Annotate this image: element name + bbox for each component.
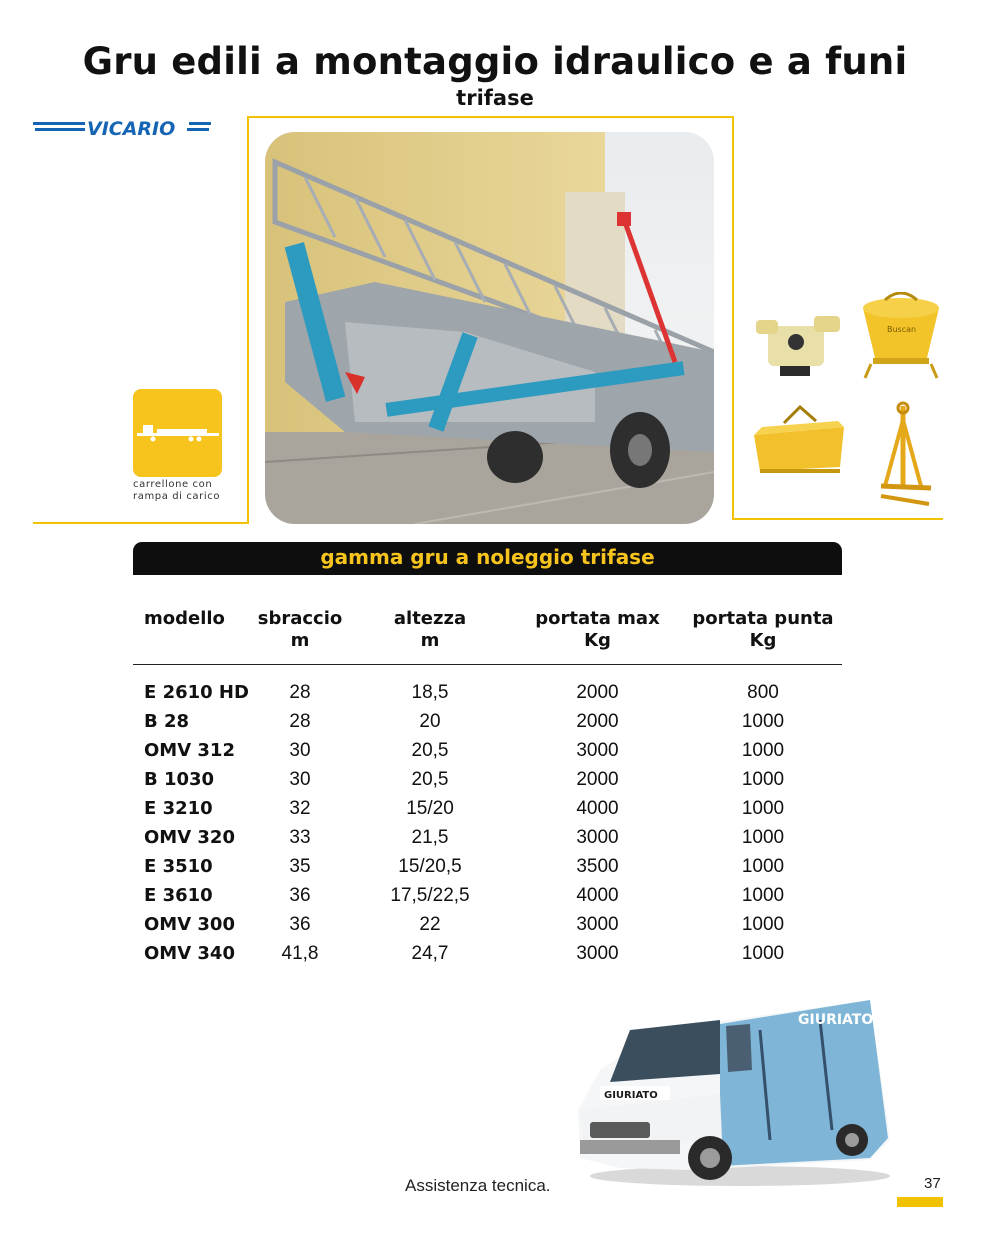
cell-model: OMV 300 <box>144 914 235 935</box>
cell-portata-max: 3000 <box>576 914 619 935</box>
caption-line-2: rampa di carico <box>133 491 221 502</box>
cell-portata-max: 3000 <box>576 943 619 964</box>
cell-altezza: 24,7 <box>411 943 449 964</box>
frame-line-bottom-right <box>732 518 943 520</box>
page-title: Gru edili a montaggio idraulico e a funi <box>82 40 908 83</box>
caption-line-1: carrellone con <box>133 479 213 490</box>
cell-sbraccio: 41,8 <box>281 943 319 964</box>
vicario-logo <box>33 116 213 140</box>
cell-altezza: 22 <box>419 914 441 935</box>
cell-altezza: 20,5 <box>411 769 449 790</box>
logo-text: VICARIO <box>87 118 176 140</box>
table-row <box>0 767 990 796</box>
cell-model: OMV 312 <box>144 740 235 761</box>
cell-model: E 3210 <box>144 798 213 819</box>
cell-altezza: 21,5 <box>411 827 449 848</box>
cell-model: E 3510 <box>144 856 213 877</box>
cell-portata-punta: 1000 <box>741 769 785 790</box>
col-header-portata-max <box>525 608 670 652</box>
table-row <box>0 680 990 709</box>
skip-bucket-image <box>750 405 848 479</box>
table-row <box>0 709 990 738</box>
table-row <box>0 941 990 970</box>
trailer-thumbnail <box>133 389 222 477</box>
col-header-modello <box>144 608 225 630</box>
table-row <box>0 825 990 854</box>
concrete-bucket-image <box>857 292 945 382</box>
cell-portata-max: 4000 <box>576 798 619 819</box>
cell-portata-max: 3000 <box>576 740 619 761</box>
table-title: gamma gru a noleggio trifase <box>320 545 655 569</box>
pallet-fork-image <box>873 400 935 510</box>
cell-model: E 2610 HD <box>144 682 249 703</box>
cell-sbraccio: 35 <box>289 856 311 877</box>
cell-altezza: 20 <box>419 711 441 732</box>
page-number: 37 <box>924 1175 941 1192</box>
table-row <box>0 738 990 767</box>
table-row <box>0 796 990 825</box>
col-header-altezza <box>370 608 490 652</box>
cell-portata-punta: 1000 <box>741 740 785 761</box>
cell-altezza: 18,5 <box>411 682 449 703</box>
van-hood-brand-text: GIURIATO <box>604 1090 658 1101</box>
table-row <box>0 883 990 912</box>
col-label: portata punta <box>692 608 834 629</box>
cell-portata-punta: 800 <box>747 682 779 703</box>
page-subtitle: trifase <box>456 86 534 110</box>
cell-sbraccio: 36 <box>289 914 311 935</box>
cell-portata-punta: 1000 <box>741 827 785 848</box>
col-label: portata max <box>535 608 660 629</box>
cell-portata-max: 4000 <box>576 885 619 906</box>
table-header-rule <box>133 664 842 665</box>
service-van-image <box>570 990 890 1190</box>
cell-sbraccio: 32 <box>289 798 311 819</box>
cell-altezza: 20,5 <box>411 740 449 761</box>
cell-sbraccio: 33 <box>289 827 311 848</box>
col-header-portata-punta <box>688 608 838 652</box>
cell-model: E 3610 <box>144 885 213 906</box>
table-row <box>0 912 990 941</box>
thumbnail-caption <box>133 479 225 503</box>
col-header-sbraccio <box>245 608 355 652</box>
cell-sbraccio: 36 <box>289 885 311 906</box>
cell-portata-max: 3500 <box>576 856 619 877</box>
col-label: sbraccio <box>257 608 343 629</box>
cell-portata-punta: 1000 <box>741 798 785 819</box>
col-unit: m <box>290 630 310 651</box>
crane-photo <box>265 132 714 524</box>
cell-sbraccio: 30 <box>289 769 311 790</box>
bucket-brand-text: Buscan <box>887 325 917 334</box>
page-number-bar <box>897 1197 943 1207</box>
col-unit: Kg <box>584 630 611 651</box>
cell-sbraccio: 28 <box>289 682 311 703</box>
col-unit: m <box>420 630 440 651</box>
col-unit: Kg <box>749 630 777 651</box>
cell-portata-punta: 1000 <box>741 856 785 877</box>
cell-portata-punta: 1000 <box>741 711 785 732</box>
footer-caption: Assistenza tecnica. <box>405 1176 551 1195</box>
cell-altezza: 15/20,5 <box>398 856 462 877</box>
cell-model: B 28 <box>144 711 190 732</box>
cell-model: B 1030 <box>144 769 215 790</box>
hook-block-image <box>752 306 844 384</box>
frame-line-top <box>247 116 734 118</box>
frame-line-right <box>732 116 734 520</box>
cell-model: OMV 340 <box>144 943 235 964</box>
cell-portata-max: 2000 <box>576 711 619 732</box>
frame-line-left <box>247 116 249 524</box>
cell-portata-punta: 1000 <box>741 914 785 935</box>
col-label: modello <box>144 608 225 629</box>
van-brand-text: GIURIATO <box>798 1012 874 1028</box>
crane-illustration <box>265 132 714 524</box>
cell-sbraccio: 28 <box>289 711 311 732</box>
frame-line-bottom-left <box>33 522 249 524</box>
cell-portata-max: 2000 <box>576 769 619 790</box>
cell-altezza: 15/20 <box>406 798 454 819</box>
table-title-bar <box>133 542 842 575</box>
col-label: altezza <box>393 608 467 629</box>
trailer-icon <box>133 389 222 477</box>
cell-sbraccio: 30 <box>289 740 311 761</box>
cell-portata-punta: 1000 <box>741 943 785 964</box>
cell-portata-punta: 1000 <box>741 885 785 906</box>
table-row <box>0 854 990 883</box>
cell-model: OMV 320 <box>144 827 235 848</box>
cell-portata-max: 2000 <box>576 682 619 703</box>
cell-portata-max: 3000 <box>576 827 619 848</box>
cell-altezza: 17,5/22,5 <box>390 885 470 906</box>
